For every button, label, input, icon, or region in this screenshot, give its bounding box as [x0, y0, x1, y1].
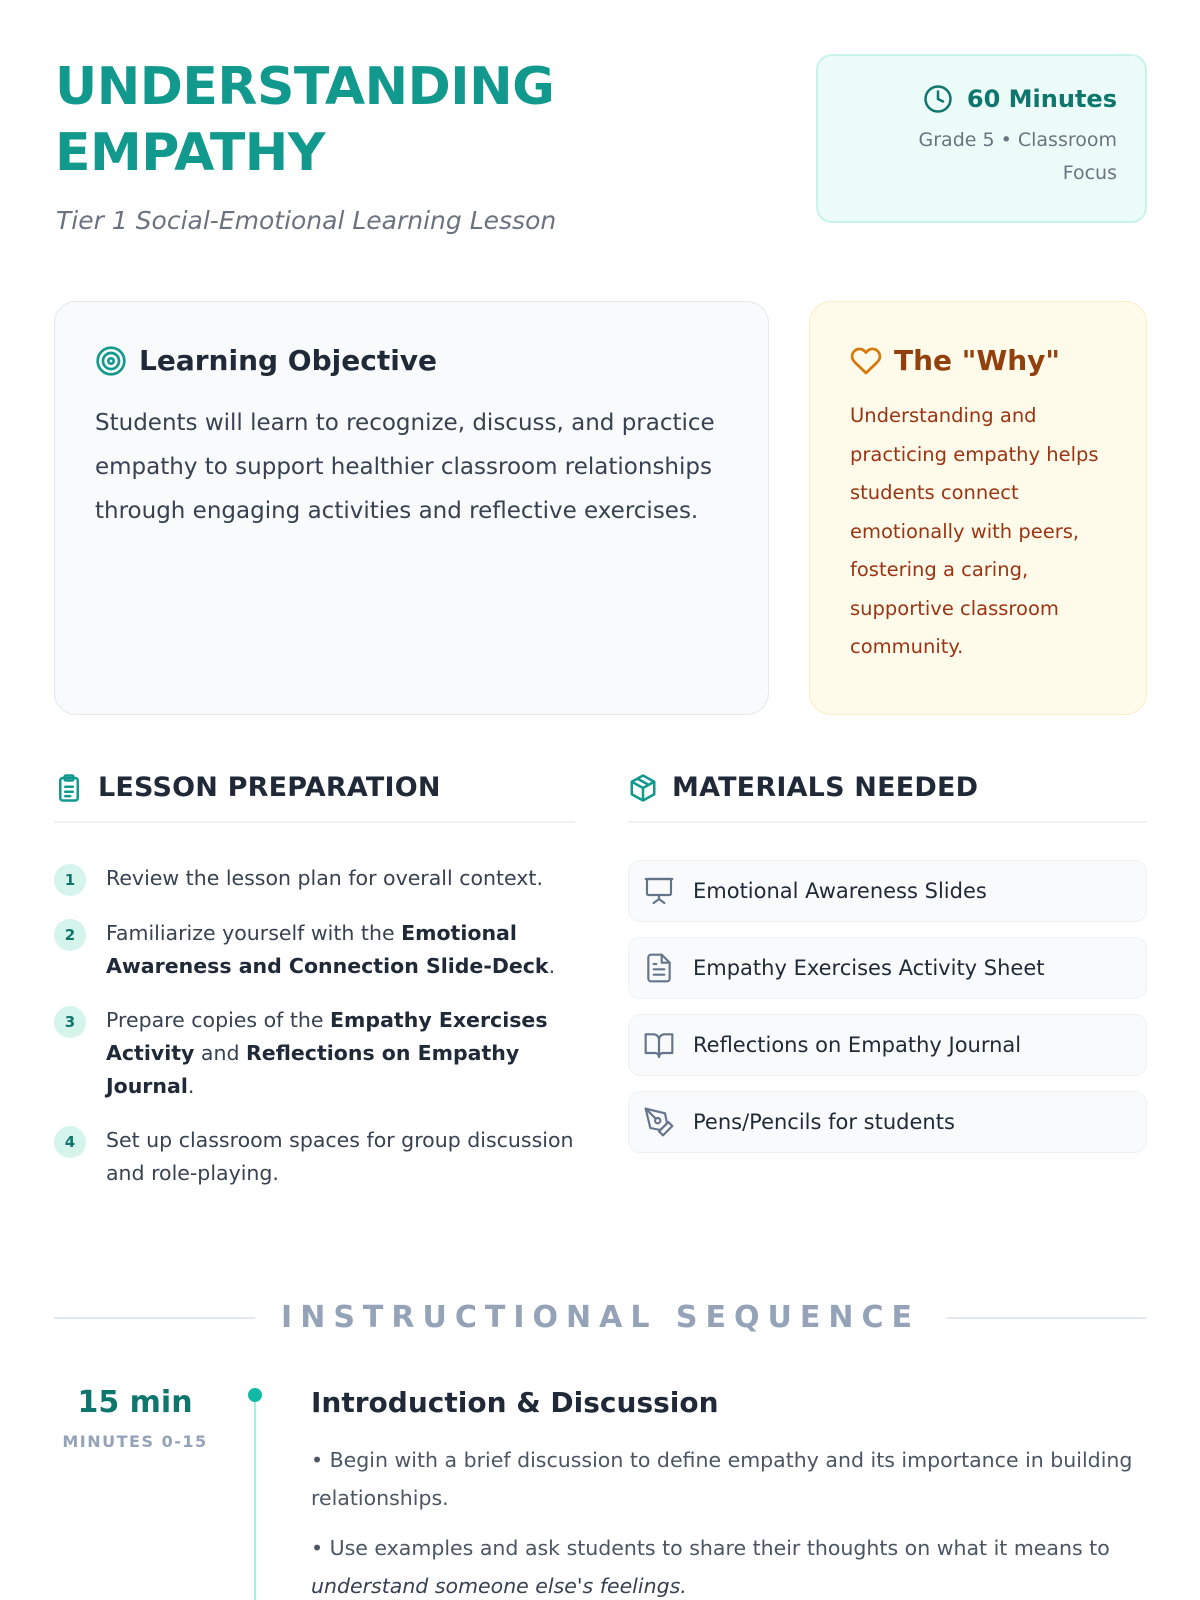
material-label: Emotional Awareness Slides	[693, 879, 987, 903]
learning-objective-text: Students will learn to recognize, discuss, and practice empathy to support healthier classroom relationships through engaging activities and reflective exercises.	[95, 410, 715, 524]
book-open-icon	[643, 1029, 675, 1061]
preparation-step-text	[106, 1004, 575, 1103]
step-bullet	[311, 1441, 1147, 1517]
text-segment: • Use examples and ask students to share their thoughts on what it means to	[311, 1536, 1110, 1560]
material-label: Pens/Pencils for students	[693, 1110, 955, 1134]
duration-row	[818, 84, 1117, 114]
timeline-line	[254, 1402, 256, 1600]
preparation-step-text	[106, 1124, 575, 1190]
materials-title: MATERIALS NEEDED	[672, 772, 979, 803]
preparation-step-text	[106, 862, 543, 896]
materials-list	[628, 860, 1147, 1168]
text-segment: Familiarize yourself with the	[106, 921, 402, 945]
material-item	[628, 1091, 1147, 1153]
learning-objective-title: Learning Objective	[139, 344, 438, 377]
instructional-sequence-title: INSTRUCTIONAL SEQUENCE	[281, 1300, 920, 1335]
divider-line-left	[54, 1317, 255, 1319]
instructional-sequence-divider	[54, 1300, 1147, 1335]
text-segment: Set up classroom spaces for group discussion and role-playing.	[106, 1128, 574, 1185]
italic-text: understand someone else's feelings.	[311, 1574, 687, 1598]
target-icon	[95, 345, 127, 377]
package-icon	[628, 773, 658, 803]
bold-text: Emotional Awareness and Connection Slide-Deck	[106, 921, 549, 978]
preparation-step	[54, 1124, 575, 1190]
document-icon	[643, 952, 675, 984]
preparation-step	[54, 917, 575, 983]
pen-tool-icon	[643, 1106, 675, 1138]
learning-objective-header	[95, 344, 728, 377]
step-title: Introduction & Discussion	[311, 1386, 719, 1419]
divider-line-right	[946, 1317, 1147, 1319]
step-bullet	[311, 1529, 1147, 1600]
why-text: Understanding and practicing empathy helps students connect emotionally with peers, fostering a caring, supportive classroom community.	[850, 404, 1099, 658]
why-title: The "Why"	[894, 344, 1061, 377]
text-segment: • Begin with a brief discussion to define empathy and its importance in building relationships.	[311, 1448, 1133, 1510]
step-number-badge: 4	[54, 1126, 86, 1158]
heart-icon	[850, 345, 882, 377]
clipboard-icon	[54, 773, 84, 803]
bold-text: Empathy Exercises Activity	[106, 1008, 548, 1065]
duration-value: 60 Minutes	[966, 85, 1117, 113]
lesson-context: Grade 5 • Classroom Focus	[918, 129, 1117, 184]
page-title-line1: UNDERSTANDING	[55, 57, 555, 117]
step-number-badge: 2	[54, 919, 86, 951]
preparation-step	[54, 1004, 575, 1103]
why-card	[809, 301, 1147, 715]
page-subtitle: Tier 1 Social-Emotional Learning Lesson	[56, 206, 557, 235]
clock-icon	[923, 84, 953, 114]
preparation-steps	[54, 862, 575, 1211]
text-segment: .	[548, 954, 556, 978]
lesson-preparation-header	[54, 772, 575, 823]
text-segment: Prepare copies of the	[106, 1008, 331, 1032]
text-segment: and	[194, 1041, 247, 1065]
material-item	[628, 1014, 1147, 1076]
learning-objective-card	[54, 301, 769, 715]
lesson-preparation-title: LESSON PREPARATION	[98, 772, 441, 803]
duration-card	[816, 54, 1147, 223]
step-number-badge: 3	[54, 1006, 86, 1038]
text-segment: Review the lesson plan for overall context.	[106, 866, 543, 890]
step-bullets	[311, 1441, 1147, 1600]
step-minute-range: MINUTES 0-15	[62, 1432, 208, 1451]
preparation-step	[54, 862, 575, 896]
text-segment: .	[187, 1074, 195, 1098]
presentation-icon	[643, 875, 675, 907]
materials-header	[628, 772, 1147, 823]
page-title-line2: EMPATHY	[55, 123, 325, 183]
material-label: Reflections on Empathy Journal	[693, 1033, 1022, 1057]
material-item	[628, 937, 1147, 999]
material-label: Empathy Exercises Activity Sheet	[693, 956, 1045, 980]
why-header	[850, 344, 1116, 377]
step-number-badge: 1	[54, 864, 86, 896]
preparation-step-text	[106, 917, 575, 983]
bold-text: Reflections on Empathy Journal	[106, 1041, 520, 1098]
step-duration: 15 min	[77, 1385, 193, 1420]
page-title	[55, 54, 755, 186]
timeline-dot	[248, 1388, 262, 1402]
material-item	[628, 860, 1147, 922]
